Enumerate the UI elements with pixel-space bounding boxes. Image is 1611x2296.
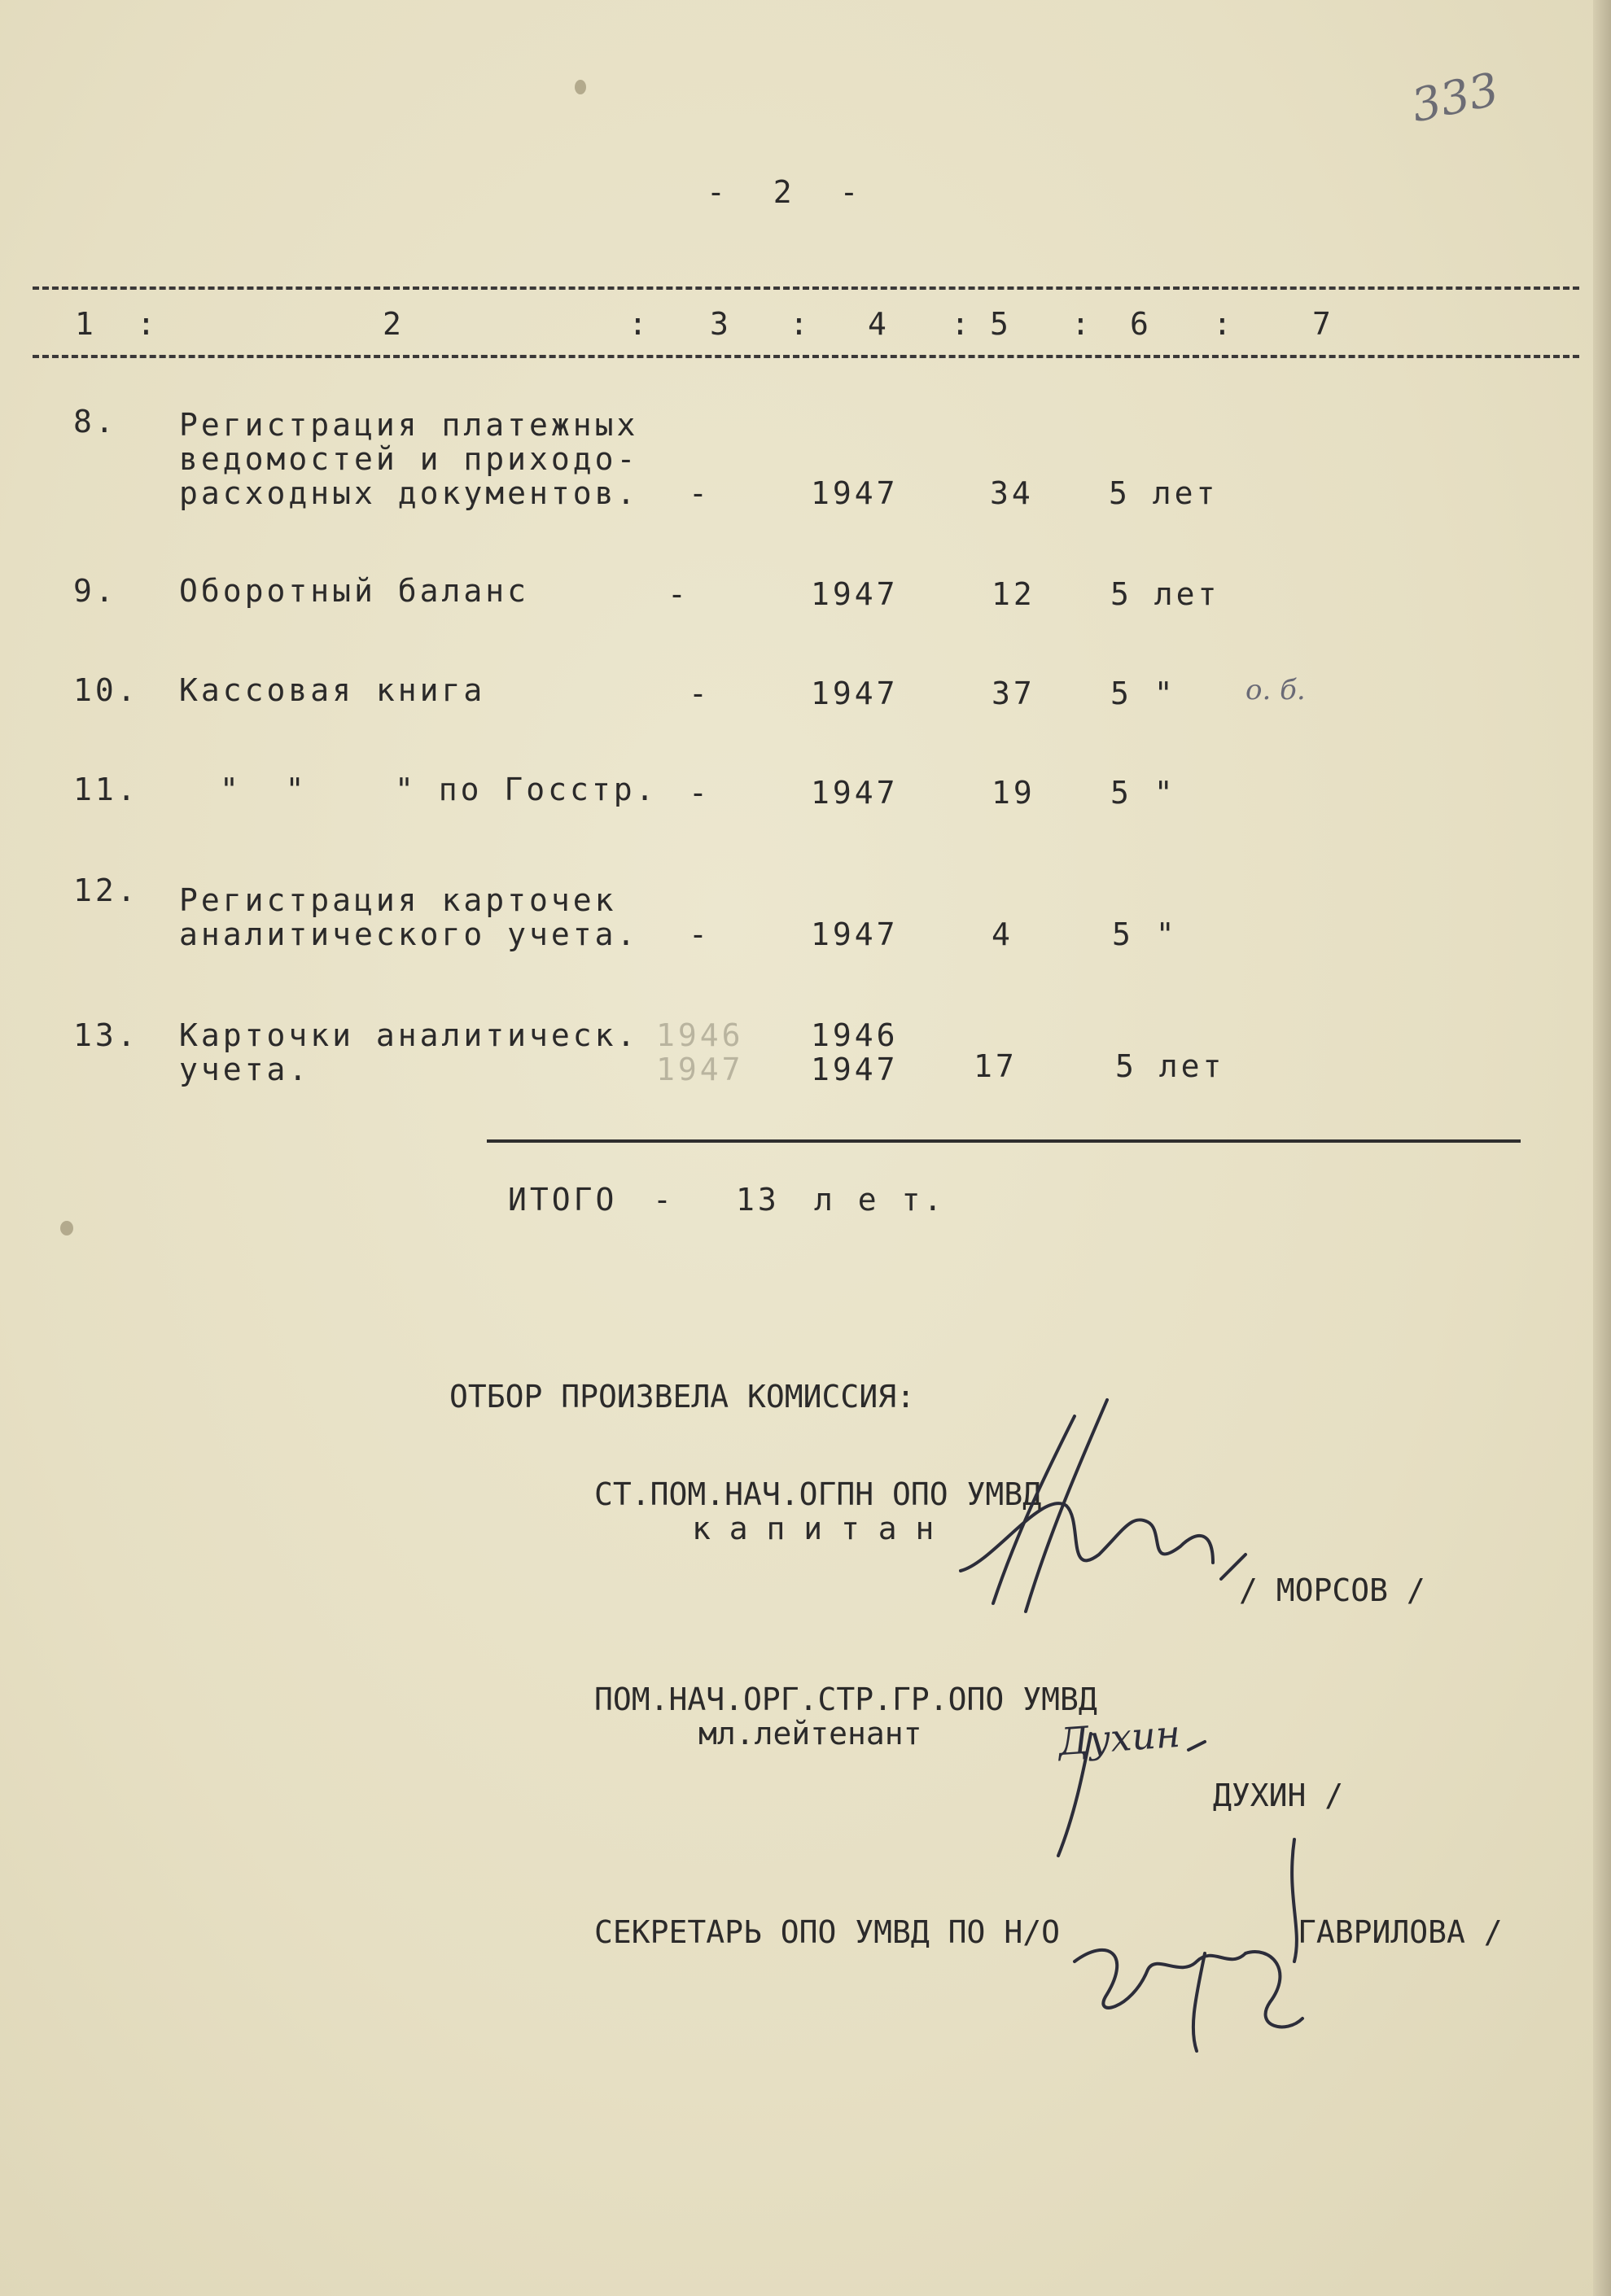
row-number: 8. — [73, 404, 117, 440]
row-term: 5 лет — [1115, 1048, 1225, 1084]
row-title-line: учета. — [179, 1052, 311, 1087]
page-edge-shadow — [1593, 0, 1611, 2296]
row-col3: - — [689, 676, 711, 711]
row-number: 9. — [73, 573, 117, 609]
column-header: 6 — [1130, 306, 1152, 342]
row-count: 4 — [992, 916, 1013, 952]
column-header: 7 — [1312, 306, 1334, 342]
column-header: 5 — [990, 306, 1012, 342]
row-col3-faded: 1947 — [656, 1052, 744, 1087]
row-count: 19 — [992, 775, 1035, 811]
row-year: 1947 — [811, 1052, 899, 1087]
row-year: 1947 — [811, 576, 899, 612]
signature-gavrilova — [1058, 1831, 1335, 2059]
row-term: 5 лет — [1110, 576, 1220, 612]
row-year: 1947 — [811, 916, 899, 952]
row-term: 5 " — [1110, 775, 1176, 811]
row-col3: - — [689, 916, 711, 952]
column-sep: : — [1213, 306, 1235, 342]
row-number: 13. — [73, 1017, 139, 1053]
header-bottom-dash — [33, 355, 1579, 358]
total-unit: л е т. — [814, 1182, 946, 1218]
punch-hole-left — [60, 1221, 73, 1235]
row-title-line: Регистрация платежных — [179, 407, 639, 443]
member-rank: мл.лейтенант — [698, 1716, 922, 1752]
row-title-line: аналитического учета. — [179, 916, 639, 952]
total-label: ИТОГО — [508, 1182, 618, 1218]
archive-page-number: 333 — [1407, 63, 1504, 133]
row-number: 10. — [73, 672, 139, 708]
handwritten-note: о. б. — [1245, 674, 1306, 706]
member-position: СЕКРЕТАРЬ ОПО УМВД ПО Н/О — [594, 1914, 1060, 1950]
row-term: 5 " — [1110, 676, 1176, 711]
member-name: ДУХИН / — [1213, 1778, 1344, 1813]
row-count: 37 — [992, 676, 1035, 711]
column-sep: : — [137, 306, 159, 342]
row-title-line: Кассовая книга — [179, 672, 486, 708]
row-count: 12 — [992, 576, 1035, 612]
commission-title: ОТБОР ПРОИЗВЕЛА КОМИССИЯ: — [449, 1379, 915, 1415]
column-header: 1 — [75, 306, 97, 342]
row-count: 34 — [990, 475, 1034, 511]
signature-dukhin: Духин — [1057, 1711, 1182, 1765]
member-name: / МОРСОВ / — [1239, 1572, 1425, 1608]
page-number: - 2 - — [707, 174, 873, 210]
row-year: 1946 — [811, 1017, 899, 1053]
row-title-line: " " " по Госстр. — [220, 772, 658, 807]
column-header: 2 — [383, 306, 405, 342]
total-dash: - — [653, 1182, 675, 1218]
row-title-line: Регистрация карточек — [179, 882, 617, 918]
row-term: 5 лет — [1109, 475, 1219, 511]
row-title-line: расходных документов. — [179, 475, 639, 511]
row-term: 5 " — [1112, 916, 1178, 952]
row-count: 17 — [974, 1048, 1018, 1084]
row-title-line: Оборотный баланс — [179, 573, 530, 609]
row-year: 1947 — [811, 775, 899, 811]
column-sep: : — [790, 306, 812, 342]
column-header: 3 — [710, 306, 732, 342]
total-value: 13 — [736, 1182, 780, 1218]
row-year: 1947 — [811, 676, 899, 711]
row-title-line: ведомостей и приходо- — [179, 441, 639, 477]
column-sep: : — [951, 306, 973, 342]
row-number: 12. — [73, 872, 139, 908]
column-sep: : — [628, 306, 650, 342]
total-rule — [487, 1139, 1521, 1143]
row-col3-faded: 1946 — [656, 1017, 744, 1053]
member-position: СТ.ПОМ.НАЧ.ОГПН ОПО УМВД — [594, 1476, 1042, 1512]
column-sep: : — [1071, 306, 1093, 342]
row-col3: - — [689, 775, 711, 811]
header-top-dash — [33, 286, 1579, 290]
member-name: ГАВРИЛОВА / — [1298, 1914, 1503, 1950]
row-title-line: Карточки аналитическ. — [179, 1017, 639, 1053]
column-header: 4 — [868, 306, 890, 342]
row-col3: - — [689, 475, 711, 511]
row-year: 1947 — [811, 475, 899, 511]
row-col3: - — [668, 576, 689, 612]
punch-hole-top — [575, 80, 586, 94]
row-number: 11. — [73, 772, 139, 807]
member-rank: к а п и т а н — [692, 1511, 935, 1546]
member-position: ПОМ.НАЧ.ОРГ.СТР.ГР.ОПО УМВД — [594, 1682, 1097, 1717]
signature-morsov — [944, 1367, 1254, 1644]
